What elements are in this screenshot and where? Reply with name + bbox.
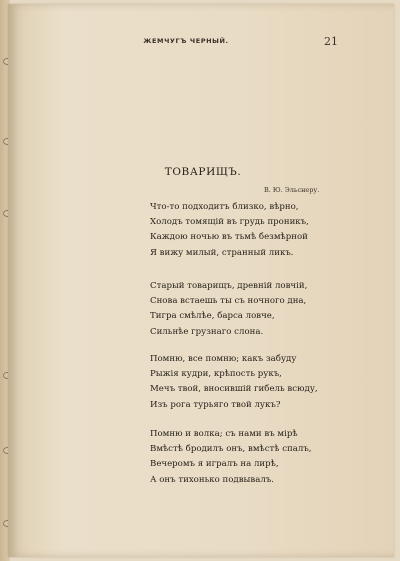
poem-dedication: В. Ю. Эльснеру. [264, 186, 320, 194]
poem-line: Изъ рога турьяго твой лукъ? [150, 399, 281, 410]
book-page [8, 4, 394, 557]
poem-line: Тигра смѣлѣе, барса ловче, [150, 311, 275, 322]
poem-title: ТОВАРИЩЪ. [164, 166, 242, 178]
stanza-3 [150, 352, 318, 413]
poem-line: Холодъ томящій въ грудь проникъ, [150, 217, 309, 228]
stanza-1 [150, 200, 309, 261]
poem-line: Помню и волка; съ нами въ мірѣ [150, 429, 298, 439]
stanza-2 [150, 279, 307, 340]
page-number: 21 [324, 35, 338, 48]
poem-line: Рыжія кудри, крѣпость рукъ, [150, 369, 282, 380]
poem-line: Что-то подходитъ близко, вѣрно, [150, 202, 299, 212]
poem-line: Старый товарищъ, древній ловчій, [150, 281, 308, 291]
running-head: ЖЕМЧУГЪ ЧЕРНЫЙ. [143, 37, 229, 45]
poem-line: Я вижу милый, странный ликъ. [150, 247, 294, 258]
poem-line: Помню, все помню; какъ забуду [150, 354, 297, 364]
poem-line: Вечеромъ я игралъ на лирѣ, [150, 459, 279, 470]
poem-line: Вмѣстѣ бродилъ онъ, вмѣстѣ спалъ, [150, 444, 312, 455]
poem-line: Мечъ твой, вносившій гибель всюду, [150, 384, 318, 395]
poem-line: Снова встаешь ты съ ночного дна, [150, 296, 307, 307]
poem-line: А онъ тихонько подвывалъ. [150, 474, 275, 485]
stanza-4 [150, 427, 312, 488]
poem-line: Сильнѣе грузнаго слона. [150, 326, 264, 337]
poem-line: Каждою ночью въ тьмѣ безмѣрной [150, 232, 308, 243]
